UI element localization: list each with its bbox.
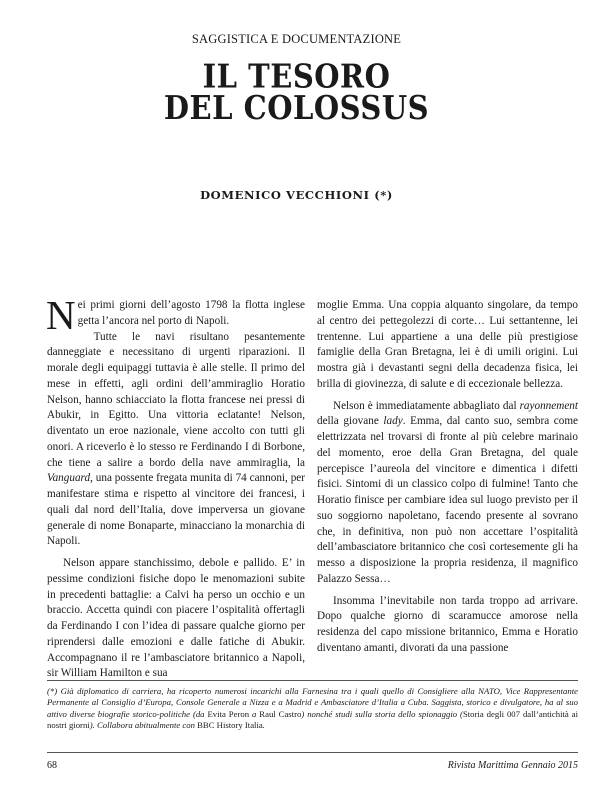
article-title — [0, 57, 593, 127]
article-author: DOMENICO VECCHIONI (*) — [200, 188, 393, 202]
ship-name: Vanguard — [47, 472, 91, 485]
paragraph: Nei primi giorni dell’agosto 1798 la flotta inglese getta l’ancora nel porto di Napoli. — [46, 292, 305, 338]
right-column — [317, 298, 578, 657]
paragraph: Tutte le navi risultano pesantemente danneggiate e necessitano di urgenti riparazioni. Il morale degli equipaggi tuttavia è alle stelle. Il primo del mese in effetti, agli ordini dell’ammiraglio Horatio Nelson, hanno schiacciato la flotta francese nei pressi di Abukir, in Egitto. Una vittoria eclatante! Nelson, diventato un eroe nazionale, viene accolto con tutti gli onori. A riceverlo è lo stesso re Ferdinando I di Borbone, che tiene a salire a bordo della nave ammiraglia, la Vanguard, una possente fregata munita di 74 cannoni, per manifestare stima e rispetto al vincitore dei francesi, i quali dal nord dell’Italia, dove imperversa un giovane generale di nome Bonaparte, minacciano la monarchia di Napoli. — [47, 330, 305, 548]
footer-divider — [47, 752, 578, 753]
paragraph: Insomma l’inevitabile non tarda troppo ad arrivare. Dopo qualche giorno di scaramucce amorose nella residenza del capo missione britannico, Emma e Horatio diventano amanti, divorati da una passione — [317, 594, 578, 654]
paragraph: Nelson appare stanchissimo, debole e pallido. E’ in pessime condizioni fisiche dopo le menomazioni subite in precedenti battaglie: a Calvi ha perso un occhio e un braccio. Accetta quindi con piacere l’ospitalità offertagli da Ferdinando I con l’idea di passare qualche giorno per riprendersi dalle emozioni e dalle fatiche di Abukir. Accompagnano il re l’ambasciatore britannico a Napoli, sir William Hamilton e sua — [47, 557, 305, 680]
footnote-divider — [47, 680, 578, 681]
page-number: 68 — [47, 760, 57, 771]
section-label: SAGGISTICA E DOCUMENTAZIONE — [191, 32, 402, 46]
title-line-1: IL TESORO — [202, 57, 391, 96]
author-footnote: (*) Già diplomatico di carriera, ha ricoperto numerosi incarichi alla Farnesina tra i quali quello di Consigliere alla NATO, Vice Rappresentante Permanente al Consiglio d’Europa, Console Generale a Nizza e a Madrid e Ambasciatore d’Italia a Cuba. Saggista, storico e divulgatore, ha al suo attivo diverse biografie storico-politiche (da Evita Peron a Raul Castro) nonché studi sulla storia dello spionaggio (Storia degli 007 dall’antichità ai nostri giorni). Collabora abitualmente con BBC History Italia. — [47, 686, 578, 730]
journal-info: Rivista Marittima Gennaio 2015 — [447, 760, 578, 771]
paragraph: Nelson è immediatamente abbagliato dal rayonnement della giovane lady. Emma, dal canto suo, sembra come elettrizzata nel trovarsi di fronte al più celebre marinaio del momento, eroe della Gran Bretagna, del quale percepisce l’aureola del vincitore e dimentica i difetti fisici. Sintomi di un classico colpo di fulmine! Tanto che Horatio finisce per cambiare idea sul luogo previsto per il suo soggiorno napoletano, facendo presente al sovrano che, in definitiva, non può non accettare l’ospitalità dell’ambasciatore britannico che così cortesemente gli ha messo a disposizione la propria residenza, il magnifico Palazzo Sessa… — [317, 399, 579, 585]
drop-cap: N — [46, 292, 76, 338]
title-line-2: DEL COLOSSUS — [163, 88, 430, 127]
paragraph: moglie Emma. Una coppia alquanto singolare, da tempo al centro dei pettegolezzi di corte… Lui settantenne, lei trentenne. Lui appartiene a una delle più prestigiose famiglie della Gran Bretagna, lei è di umili origini. Lui mostra già i devastanti segni della decadenza fisica, lei brilla di giovinezza, di salute e di eccezionale bellezza. — [317, 299, 578, 390]
left-column — [46, 292, 305, 682]
